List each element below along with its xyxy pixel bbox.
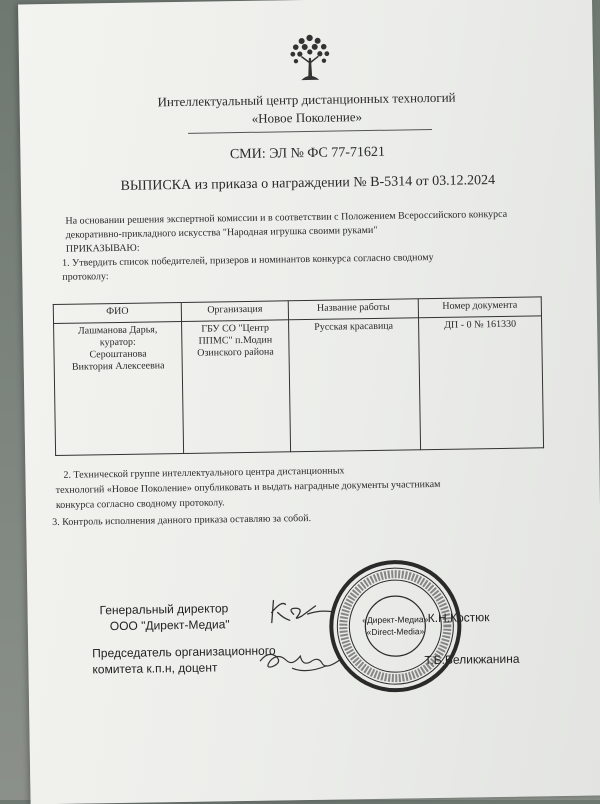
signer-2-title-line-1: Председатель организационного <box>92 643 276 661</box>
fio-line: Виктория Алексеевна <box>71 360 165 373</box>
cell-organization <box>182 320 291 454</box>
item-2-line-3: конкурса согласно сводному протоколу. <box>55 497 225 511</box>
fio-line: Лашманова Дарья, <box>77 324 158 337</box>
cell-fio <box>54 321 184 455</box>
cell-document-number: ДП - 0 № 161330 <box>419 316 544 450</box>
company-seal-icon <box>327 558 464 695</box>
order-word: ПРИКАЗЫВАЮ: <box>65 242 140 255</box>
header-work-title: Название работы <box>288 299 418 320</box>
item-3: 3. Контроль исполнения данного приказа оставляю за собой. <box>52 512 312 529</box>
signer-2-name: Т.Б.Великжанина <box>424 651 520 668</box>
signer-1-name: К.Н.Костюк <box>427 610 490 626</box>
item-1-line-1: 1. Утвердить список победителей, призеров и номинантов конкурса согласно сводному <box>62 252 434 269</box>
fio-line: Сероштанова <box>89 348 147 361</box>
stamp-center-line-2: «Direct-Media» <box>366 626 425 638</box>
item-2-line-1: 2. Технической группе интеллектуального центра дистанционных <box>63 465 345 481</box>
org-line: ГБУ СО "Центр <box>201 322 270 335</box>
signer-1-title-line-1: Генеральный директор <box>99 601 229 618</box>
signer-1-title-line-2: ООО "Директ-Медиа" <box>109 617 230 634</box>
header-organization: Организация <box>181 301 288 322</box>
document-title: ВЫПИСКА из приказа о награждении № В-5314 от 03.12.2024 <box>120 173 496 194</box>
tree-logo-icon <box>286 30 333 83</box>
header-document-number: Номер документа <box>418 297 541 318</box>
header-divider <box>188 129 432 134</box>
intro-line-2: декоративно-прикладного искусства "Народная игрушка своими руками" <box>65 224 378 241</box>
media-registration: СМИ: ЭЛ № ФС 77-71621 <box>229 144 386 163</box>
org-line: ППМС" п.Модин <box>198 334 273 347</box>
signer-2-title-line-2: комитета к.п.н, доцент <box>92 660 218 677</box>
header-fio: ФИО <box>53 302 181 323</box>
award-table <box>53 296 544 456</box>
cell-work-title: Русская красавица <box>289 318 421 452</box>
org-line: Озинского района <box>197 346 274 359</box>
org-name-line2: «Новое Поколение» <box>251 109 363 126</box>
item-1-line-2: протоколу: <box>62 271 109 283</box>
document-sheet <box>18 0 600 804</box>
item-2-line-2: технологий «Новое Поколение» опубликовать и выдать наградные документы участникам <box>55 478 441 496</box>
fio-line: куратор: <box>99 336 136 349</box>
stamp-center-line-1: «Директ-Медиа» <box>362 614 429 626</box>
org-name-line1: Интеллектуальный центр дистанционных технологий <box>157 89 456 110</box>
intro-line-1: На основании решения экспертной комиссии и в соответствии с Положением Всероссийского конкурса <box>65 208 508 227</box>
table-row <box>54 316 544 456</box>
